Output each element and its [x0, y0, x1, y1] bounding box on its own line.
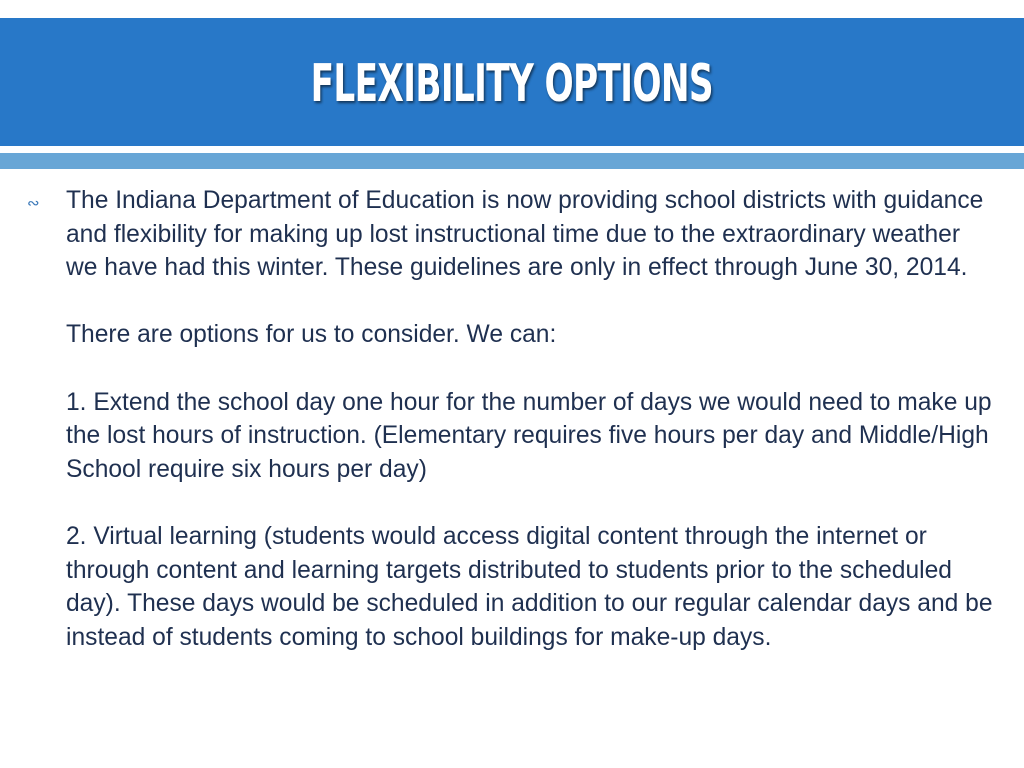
title-bar: [0, 18, 1024, 146]
bullet-icon: ∾: [27, 194, 40, 212]
paragraph-options: There are options for us to consider. We can:: [66, 321, 557, 349]
paragraph-gap: [66, 285, 997, 319]
slide-content: [27, 184, 997, 654]
paragraph-option-1: 1. Extend the school day one hour for the number of days we would need to make up the lost hours of instruction. (Elementary requires five hours per day and Middle/High School require six hours per day): [66, 388, 992, 483]
bullet-body: [66, 184, 997, 654]
paragraph-intro: The Indiana Department of Education is now providing school districts with guidance and flexibility for making up lost instructional time due to the extraordinary weather we have had this winter. These guidelines are only in effect through June 30, 2014.: [66, 187, 984, 282]
paragraph-gap: [66, 486, 997, 520]
paragraph-option-2: 2. Virtual learning (students would access digital content through the internet or through content and learning targets distributed to students prior to the scheduled day). These days would be scheduled in addition to our regular calendar days and be instead of students coming to school buildings for make-up days.: [66, 522, 993, 651]
bullet-item: [27, 184, 997, 654]
paragraph-gap: [66, 352, 997, 386]
accent-stripe: [0, 153, 1024, 169]
slide-title: FLEXIBILITY OPTIONS: [310, 54, 714, 114]
